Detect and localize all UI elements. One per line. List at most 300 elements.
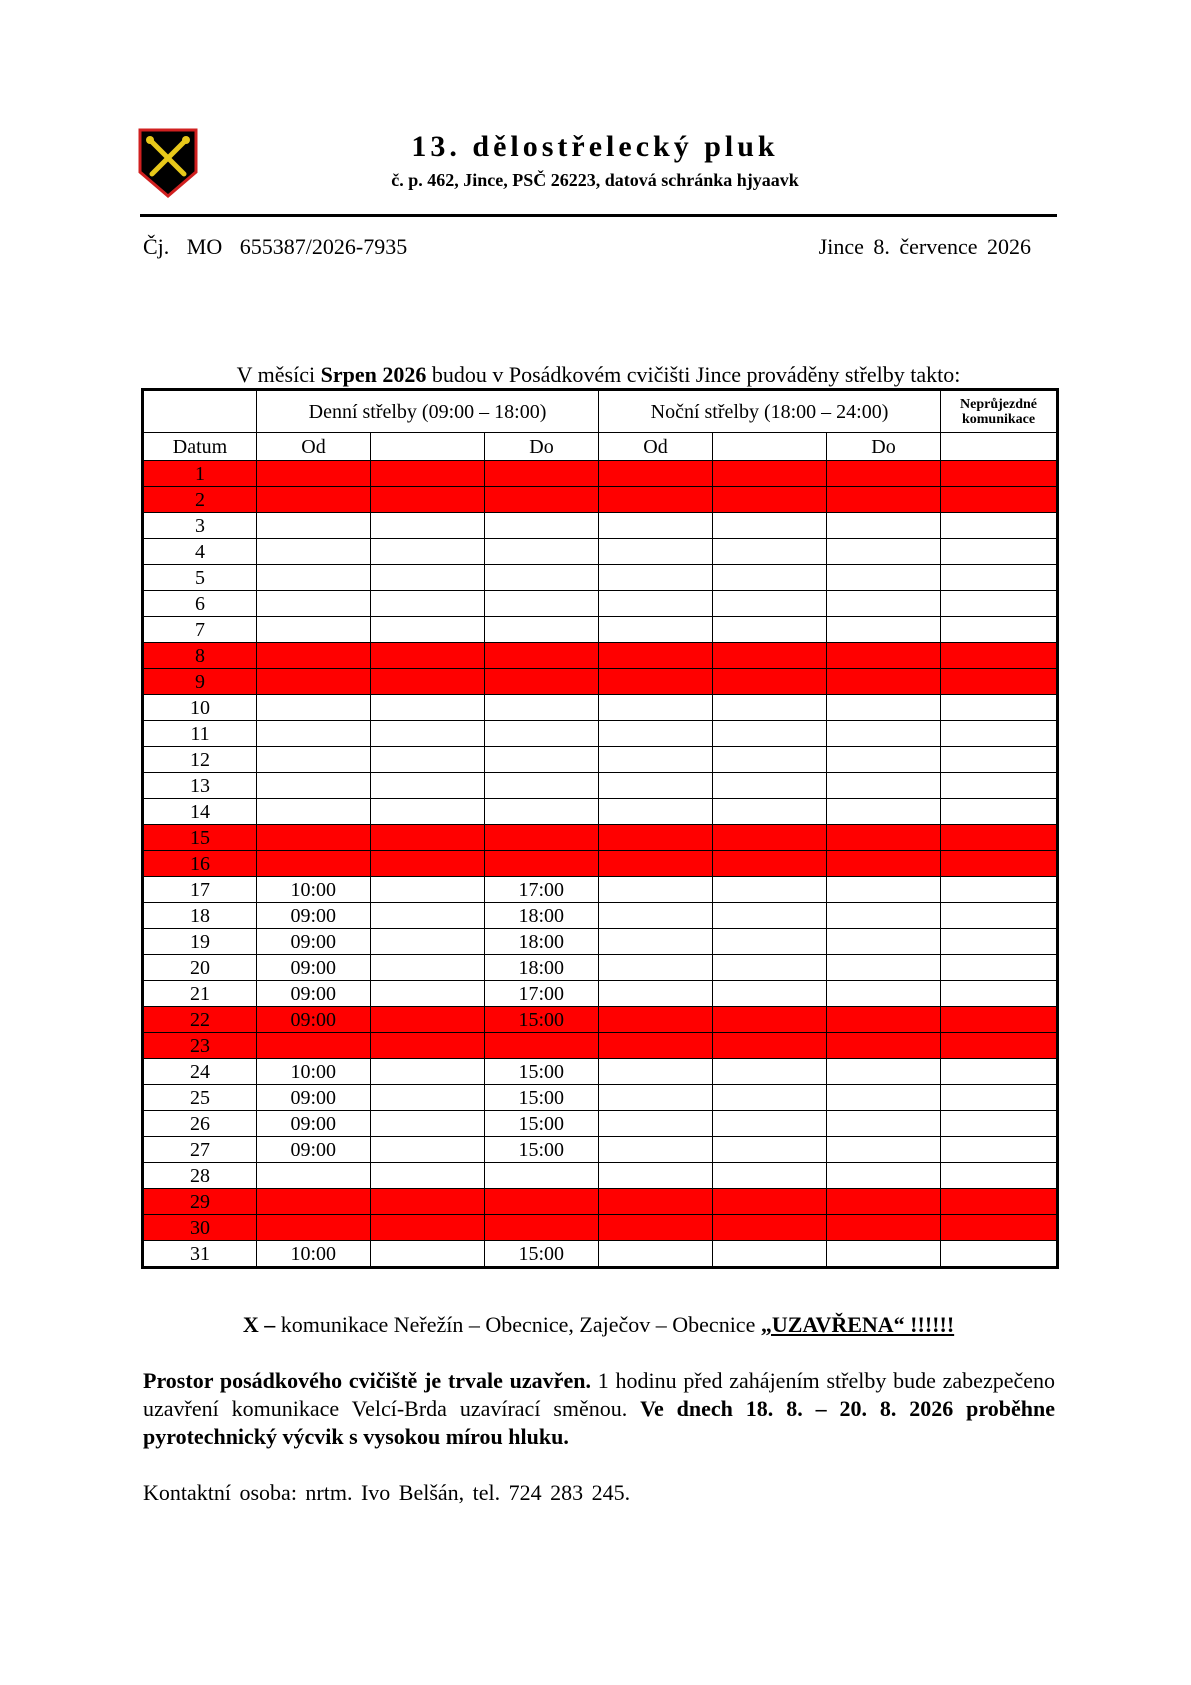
- night-to-cell: [827, 487, 941, 513]
- night-from-cell: [599, 461, 713, 487]
- date-cell: 25: [143, 1085, 257, 1111]
- night-from-cell: [599, 1189, 713, 1215]
- roads-cell: [941, 487, 1058, 513]
- night-from-cell: [599, 1085, 713, 1111]
- night-to-cell: [827, 617, 941, 643]
- roads-cell: [941, 617, 1058, 643]
- day-from-cell: 09:00: [257, 1111, 371, 1137]
- day-to-cell: 15:00: [485, 1085, 599, 1111]
- day-to-cell: [485, 1189, 599, 1215]
- schedule-row: [143, 877, 1058, 903]
- night-from-cell: [599, 1111, 713, 1137]
- notice-bold-2: Ve dnech 18. 8. – 20. 8. 2026 proběhne pyrotechnický výcvik s vysokou mírou hluku.: [143, 1396, 1055, 1449]
- night-mid-cell: [713, 1241, 827, 1268]
- day-mid-cell: [371, 461, 485, 487]
- night-from-cell: [599, 565, 713, 591]
- day-to-cell: [485, 695, 599, 721]
- night-from-cell: [599, 747, 713, 773]
- day-mid-cell: [371, 539, 485, 565]
- night-from-cell: [599, 539, 713, 565]
- night-to-cell: [827, 461, 941, 487]
- night-from-cell: [599, 851, 713, 877]
- day-to-cell: 17:00: [485, 877, 599, 903]
- night-to-cell: [827, 799, 941, 825]
- header-empty-cell: [143, 390, 257, 433]
- roads-cell: [941, 799, 1058, 825]
- night-mid-cell: [713, 1189, 827, 1215]
- night-from-header: Od: [599, 433, 713, 461]
- night-from-cell: [599, 513, 713, 539]
- date-cell: 20: [143, 955, 257, 981]
- day-mid-cell: [371, 669, 485, 695]
- night-mid-cell: [713, 643, 827, 669]
- schedule-row: [143, 1137, 1058, 1163]
- day-to-cell: [485, 539, 599, 565]
- night-mid-cell: [713, 981, 827, 1007]
- schedule-row: [143, 461, 1058, 487]
- day-mid-cell: [371, 1189, 485, 1215]
- date-cell: 28: [143, 1163, 257, 1189]
- day-from-cell: [257, 799, 371, 825]
- day-to-cell: [485, 851, 599, 877]
- day-mid-cell: [371, 487, 485, 513]
- organization-address: č. p. 462, Jince, PSČ 26223, datová schránka hjyaavk: [391, 170, 799, 190]
- day-from-cell: [257, 617, 371, 643]
- reference-number: [143, 234, 407, 260]
- day-from-cell: [257, 461, 371, 487]
- night-from-cell: [599, 1215, 713, 1241]
- roads-cell: [941, 1189, 1058, 1215]
- roads-cell: [941, 1111, 1058, 1137]
- roads-cell: [941, 877, 1058, 903]
- day-from-cell: [257, 825, 371, 851]
- night-mid-cell: [713, 721, 827, 747]
- date-cell: 12: [143, 747, 257, 773]
- night-from-cell: [599, 955, 713, 981]
- night-mid-header: [713, 433, 827, 461]
- day-to-cell: 17:00: [485, 981, 599, 1007]
- day-to-cell: 15:00: [485, 1137, 599, 1163]
- schedule-row: [143, 617, 1058, 643]
- day-from-cell: [257, 721, 371, 747]
- night-from-cell: [599, 903, 713, 929]
- date-cell: 18: [143, 903, 257, 929]
- date-cell: 31: [143, 1241, 257, 1268]
- date-cell: 5: [143, 565, 257, 591]
- date-cell: 29: [143, 1189, 257, 1215]
- night-to-cell: [827, 851, 941, 877]
- reference-value: 655387/2026-7935: [239, 234, 408, 259]
- area-notice: [143, 1367, 1055, 1451]
- schedule-row: [143, 903, 1058, 929]
- schedule-row: [143, 643, 1058, 669]
- night-to-cell: [827, 565, 941, 591]
- day-mid-cell: [371, 799, 485, 825]
- schedule-row: [143, 1111, 1058, 1137]
- night-mid-cell: [713, 877, 827, 903]
- night-mid-cell: [713, 565, 827, 591]
- day-from-cell: [257, 513, 371, 539]
- schedule-row: [143, 695, 1058, 721]
- day-mid-cell: [371, 825, 485, 851]
- notice-bold-1: Prostor posádkového cvičiště je trvale uzavřen.: [143, 1368, 591, 1393]
- schedule-body: [143, 461, 1058, 1268]
- day-mid-cell: [371, 1085, 485, 1111]
- closed-roads-header: Neprůjezdné komunikace: [941, 390, 1058, 433]
- night-from-cell: [599, 721, 713, 747]
- day-from-header: Od: [257, 433, 371, 461]
- intro-month: Srpen 2026: [320, 362, 427, 387]
- day-to-cell: [485, 1215, 599, 1241]
- date-cell: 22: [143, 1007, 257, 1033]
- intro-after: budou v Posádkovém cvičišti Jince prováděny střelby takto:: [426, 362, 961, 387]
- schedule-row: [143, 539, 1058, 565]
- night-mid-cell: [713, 1007, 827, 1033]
- schedule-row: [143, 747, 1058, 773]
- day-mid-cell: [371, 773, 485, 799]
- day-from-cell: 10:00: [257, 1241, 371, 1268]
- day-from-cell: 10:00: [257, 1059, 371, 1085]
- schedule-row: [143, 1059, 1058, 1085]
- day-to-cell: [485, 1033, 599, 1059]
- night-to-cell: [827, 903, 941, 929]
- night-from-cell: [599, 799, 713, 825]
- night-to-cell: [827, 591, 941, 617]
- day-from-cell: [257, 1033, 371, 1059]
- night-to-cell: [827, 955, 941, 981]
- day-mid-cell: [371, 565, 485, 591]
- day-mid-cell: [371, 1111, 485, 1137]
- night-to-cell: [827, 1189, 941, 1215]
- night-mid-cell: [713, 1085, 827, 1111]
- night-from-cell: [599, 1137, 713, 1163]
- day-to-cell: [485, 799, 599, 825]
- schedule-row: [143, 1085, 1058, 1111]
- date-cell: 23: [143, 1033, 257, 1059]
- night-to-cell: [827, 825, 941, 851]
- schedule-row: [143, 851, 1058, 877]
- day-to-cell: [485, 669, 599, 695]
- day-mid-cell: [371, 617, 485, 643]
- night-mid-cell: [713, 903, 827, 929]
- roads-cell: [941, 513, 1058, 539]
- schedule-row: [143, 929, 1058, 955]
- night-to-header: Do: [827, 433, 941, 461]
- night-mid-cell: [713, 1137, 827, 1163]
- night-mid-cell: [713, 487, 827, 513]
- date-cell: 6: [143, 591, 257, 617]
- day-to-cell: [485, 721, 599, 747]
- day-to-cell: 15:00: [485, 1059, 599, 1085]
- schedule-row: [143, 513, 1058, 539]
- night-from-cell: [599, 695, 713, 721]
- roads-cell: [941, 747, 1058, 773]
- day-mid-cell: [371, 877, 485, 903]
- day-to-cell: [485, 825, 599, 851]
- night-to-cell: [827, 1241, 941, 1268]
- roads-cell: [941, 1059, 1058, 1085]
- day-from-cell: 09:00: [257, 981, 371, 1007]
- schedule-row: [143, 773, 1058, 799]
- day-mid-cell: [371, 643, 485, 669]
- night-from-cell: [599, 825, 713, 851]
- day-to-cell: [485, 643, 599, 669]
- night-from-cell: [599, 591, 713, 617]
- day-mid-cell: [371, 721, 485, 747]
- schedule-row: [143, 721, 1058, 747]
- roads-cell: [941, 1215, 1058, 1241]
- night-to-cell: [827, 877, 941, 903]
- night-mid-cell: [713, 591, 827, 617]
- day-to-cell: [485, 513, 599, 539]
- schedule-row: [143, 955, 1058, 981]
- day-from-cell: [257, 695, 371, 721]
- day-to-header: Do: [485, 433, 599, 461]
- night-mid-cell: [713, 799, 827, 825]
- night-mid-cell: [713, 1033, 827, 1059]
- day-from-cell: [257, 539, 371, 565]
- date-cell: 15: [143, 825, 257, 851]
- table-header-row: [143, 390, 1058, 433]
- day-from-cell: [257, 643, 371, 669]
- roads-cell: [941, 955, 1058, 981]
- night-to-cell: [827, 1163, 941, 1189]
- day-from-cell: 09:00: [257, 1137, 371, 1163]
- night-mid-cell: [713, 747, 827, 773]
- night-to-cell: [827, 539, 941, 565]
- night-from-cell: [599, 669, 713, 695]
- date-cell: 14: [143, 799, 257, 825]
- day-mid-cell: [371, 955, 485, 981]
- day-from-cell: 09:00: [257, 955, 371, 981]
- closure-roads: komunikace Neřežín – Obecnice, Zaječov – Obecnice: [275, 1312, 761, 1337]
- night-mid-cell: [713, 1215, 827, 1241]
- day-mid-cell: [371, 1007, 485, 1033]
- date-cell: 26: [143, 1111, 257, 1137]
- night-firing-header: Noční střelby (18:00 – 24:00): [599, 390, 941, 433]
- day-mid-cell: [371, 903, 485, 929]
- day-mid-cell: [371, 1215, 485, 1241]
- schedule-row: [143, 1007, 1058, 1033]
- night-from-cell: [599, 877, 713, 903]
- day-to-cell: [485, 565, 599, 591]
- day-from-cell: [257, 591, 371, 617]
- date-cell: 16: [143, 851, 257, 877]
- date-cell: 9: [143, 669, 257, 695]
- date-cell: 24: [143, 1059, 257, 1085]
- night-to-cell: [827, 721, 941, 747]
- roads-cell: [941, 903, 1058, 929]
- day-firing-header: Denní střelby (09:00 – 18:00): [257, 390, 599, 433]
- date-column-header: Datum: [143, 433, 257, 461]
- day-to-cell: [485, 487, 599, 513]
- roads-cell: [941, 591, 1058, 617]
- schedule-row: [143, 1163, 1058, 1189]
- night-mid-cell: [713, 513, 827, 539]
- roads-cell: [941, 669, 1058, 695]
- roads-cell: [941, 721, 1058, 747]
- night-to-cell: [827, 747, 941, 773]
- header-divider: [140, 214, 1057, 217]
- night-from-cell: [599, 1007, 713, 1033]
- day-to-cell: 15:00: [485, 1241, 599, 1268]
- day-to-cell: 15:00: [485, 1111, 599, 1137]
- night-from-cell: [599, 487, 713, 513]
- night-mid-cell: [713, 695, 827, 721]
- notice-text-1: 1 hodinu před zahájením střelby bude zabezpečeno uzavření komunikace Velcí-Brda uzavírací směnou.: [143, 1368, 1055, 1421]
- schedule-row: [143, 1033, 1058, 1059]
- day-mid-cell: [371, 747, 485, 773]
- intro-sentence: [140, 362, 1057, 388]
- day-to-cell: 18:00: [485, 903, 599, 929]
- closure-marker: X –: [242, 1312, 276, 1337]
- schedule-row: [143, 669, 1058, 695]
- closure-status: „UZAVŘENA“ !!!!!!: [760, 1312, 955, 1337]
- road-closure-note: [140, 1312, 1057, 1338]
- day-from-cell: [257, 747, 371, 773]
- night-from-cell: [599, 1241, 713, 1268]
- roads-cell: [941, 1007, 1058, 1033]
- day-from-cell: [257, 1163, 371, 1189]
- day-mid-cell: [371, 1241, 485, 1268]
- night-mid-cell: [713, 1111, 827, 1137]
- day-to-cell: [485, 591, 599, 617]
- day-from-cell: [257, 1189, 371, 1215]
- night-mid-cell: [713, 461, 827, 487]
- day-from-cell: [257, 565, 371, 591]
- roads-cell: [941, 1241, 1058, 1268]
- night-mid-cell: [713, 773, 827, 799]
- contact-person: Kontaktní osoba: nrtm. Ivo Belšán, tel. 724 283 245.: [143, 1480, 631, 1505]
- day-mid-cell: [371, 981, 485, 1007]
- date-cell: 17: [143, 877, 257, 903]
- roads-subheader: [941, 433, 1058, 461]
- day-to-cell: 18:00: [485, 955, 599, 981]
- night-mid-cell: [713, 1163, 827, 1189]
- day-from-cell: 09:00: [257, 1085, 371, 1111]
- night-mid-cell: [713, 669, 827, 695]
- night-to-cell: [827, 1215, 941, 1241]
- night-mid-cell: [713, 617, 827, 643]
- day-mid-cell: [371, 929, 485, 955]
- table-subheader-row: [143, 433, 1058, 461]
- night-to-cell: [827, 1111, 941, 1137]
- schedule-row: [143, 799, 1058, 825]
- night-to-cell: [827, 513, 941, 539]
- organization-name: 13. dělostřelecký pluk: [411, 130, 779, 163]
- date-cell: 3: [143, 513, 257, 539]
- schedule-row: [143, 1241, 1058, 1268]
- roads-cell: [941, 929, 1058, 955]
- night-mid-cell: [713, 955, 827, 981]
- day-to-cell: [485, 773, 599, 799]
- night-mid-cell: [713, 851, 827, 877]
- date-cell: 27: [143, 1137, 257, 1163]
- night-from-cell: [599, 1163, 713, 1189]
- night-from-cell: [599, 773, 713, 799]
- night-to-cell: [827, 1007, 941, 1033]
- night-mid-cell: [713, 825, 827, 851]
- schedule-row: [143, 1215, 1058, 1241]
- reference-label: Čj. MO: [143, 234, 223, 259]
- night-from-cell: [599, 617, 713, 643]
- day-from-cell: [257, 669, 371, 695]
- roads-cell: [941, 1033, 1058, 1059]
- roads-cell: [941, 1085, 1058, 1111]
- day-mid-cell: [371, 1137, 485, 1163]
- day-mid-cell: [371, 1163, 485, 1189]
- day-from-cell: [257, 1215, 371, 1241]
- regiment-emblem-icon: [138, 128, 198, 198]
- night-to-cell: [827, 929, 941, 955]
- roads-cell: [941, 695, 1058, 721]
- date-cell: 30: [143, 1215, 257, 1241]
- day-to-cell: [485, 747, 599, 773]
- roads-cell: [941, 851, 1058, 877]
- night-from-cell: [599, 929, 713, 955]
- day-from-cell: 09:00: [257, 929, 371, 955]
- firing-schedule-table: [141, 388, 1059, 1269]
- day-from-cell: 10:00: [257, 877, 371, 903]
- night-from-cell: [599, 1059, 713, 1085]
- date-cell: 8: [143, 643, 257, 669]
- day-mid-cell: [371, 695, 485, 721]
- schedule-row: [143, 825, 1058, 851]
- night-to-cell: [827, 1137, 941, 1163]
- date-cell: 1: [143, 461, 257, 487]
- night-to-cell: [827, 981, 941, 1007]
- date-cell: 4: [143, 539, 257, 565]
- day-from-cell: [257, 851, 371, 877]
- night-to-cell: [827, 1059, 941, 1085]
- night-to-cell: [827, 643, 941, 669]
- roads-cell: [941, 461, 1058, 487]
- date-cell: 10: [143, 695, 257, 721]
- schedule-row: [143, 591, 1058, 617]
- date-cell: 21: [143, 981, 257, 1007]
- day-mid-cell: [371, 1033, 485, 1059]
- night-from-cell: [599, 1033, 713, 1059]
- day-to-cell: [485, 1163, 599, 1189]
- night-from-cell: [599, 981, 713, 1007]
- night-mid-cell: [713, 1059, 827, 1085]
- night-to-cell: [827, 695, 941, 721]
- roads-cell: [941, 981, 1058, 1007]
- date-cell: 19: [143, 929, 257, 955]
- night-to-cell: [827, 1033, 941, 1059]
- schedule-row: [143, 487, 1058, 513]
- schedule-row: [143, 981, 1058, 1007]
- day-mid-cell: [371, 513, 485, 539]
- day-to-cell: [485, 461, 599, 487]
- schedule-row: [143, 565, 1058, 591]
- roads-cell: [941, 825, 1058, 851]
- date-cell: 2: [143, 487, 257, 513]
- intro-before: V měsíci: [236, 362, 321, 387]
- day-mid-cell: [371, 851, 485, 877]
- roads-cell: [941, 1163, 1058, 1189]
- day-mid-cell: [371, 1059, 485, 1085]
- night-to-cell: [827, 773, 941, 799]
- day-to-cell: 18:00: [485, 929, 599, 955]
- roads-cell: [941, 643, 1058, 669]
- night-from-cell: [599, 643, 713, 669]
- night-mid-cell: [713, 539, 827, 565]
- roads-cell: [941, 539, 1058, 565]
- date-cell: 7: [143, 617, 257, 643]
- roads-cell: [941, 773, 1058, 799]
- roads-cell: [941, 565, 1058, 591]
